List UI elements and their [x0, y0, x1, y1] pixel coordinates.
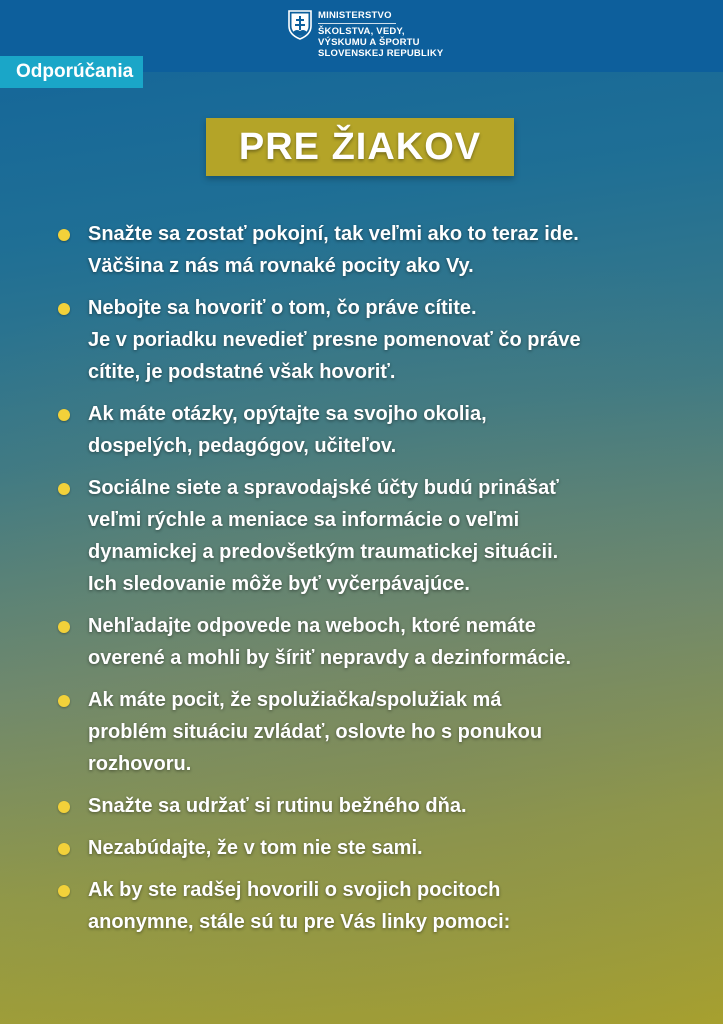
coat-of-arms-icon [288, 10, 312, 40]
list-item-text: Snažte sa udržať si rutinu bežného dňa. [88, 795, 467, 817]
bullet-icon [58, 229, 70, 241]
list-item-text: Nezabúdajte, že v tom nie ste sami. [88, 837, 423, 859]
page-title: PRE ŽIAKOV [238, 125, 482, 168]
recommendations-list [58, 218, 678, 948]
list-item-text: Ak máte pocit, že spolužiačka/spolužiak má problém situáciu zvládať, oslovte ho s ponukou rozhovoru. [88, 689, 543, 775]
bullet-icon [58, 695, 70, 707]
list-item [58, 832, 678, 864]
bullet-icon [58, 409, 70, 421]
bullet-icon [58, 303, 70, 315]
list-item-text: Nebojte sa hovoriť o tom, čo práve cítite. Je v poriadku nevedieť presne pomenovať čo práve cítite, je podstatné však hovoriť. [88, 297, 581, 383]
list-item [58, 610, 678, 674]
bullet-icon [58, 483, 70, 495]
list-item [58, 292, 678, 388]
list-item-text: Ak by ste radšej hovorili o svojich pocitoch anonymne, stále sú tu pre Vás linky pomoci: [88, 879, 511, 933]
bullet-icon [58, 621, 70, 633]
list-item-text: Snažte sa zostať pokojní, tak veľmi ako to teraz ide. Väčšina z nás má rovnaké pocity ako Vy. [88, 223, 579, 277]
list-item [58, 874, 678, 938]
list-item-text: Nehľadajte odpovede na weboch, ktoré nemáte overené a mohli by šíriť nepravdy a dezinformácie. [88, 615, 572, 669]
ministry-line-1: MINISTERSTVO [318, 10, 396, 24]
list-item [58, 790, 678, 822]
bullet-icon [58, 885, 70, 897]
list-item [58, 218, 678, 282]
ministry-line-3: VÝSKUMU A ŠPORTU [318, 37, 420, 48]
list-item [58, 472, 678, 600]
list-item [58, 684, 678, 780]
section-tag: Odporúčania [0, 56, 143, 88]
ministry-logo [288, 10, 443, 59]
list-item-text: Ak máte otázky, opýtajte sa svojho okolia, dospelých, pedagógov, učiteľov. [88, 403, 487, 457]
title-banner [206, 118, 514, 176]
bullet-icon [58, 801, 70, 813]
list-item-text: Sociálne siete a spravodajské účty budú prinášať veľmi rýchle a meniace sa informácie o veľmi dynamickej a predovšetkým traumatickej situácii. Ich sledovanie môže byť vyčerpávajúce. [88, 477, 559, 595]
ministry-name [318, 10, 443, 59]
ministry-line-2: ŠKOLSTVA, VEDY, [318, 26, 405, 37]
ministry-line-4: SLOVENSKEJ REPUBLIKY [318, 48, 444, 59]
list-item [58, 398, 678, 462]
bullet-icon [58, 843, 70, 855]
